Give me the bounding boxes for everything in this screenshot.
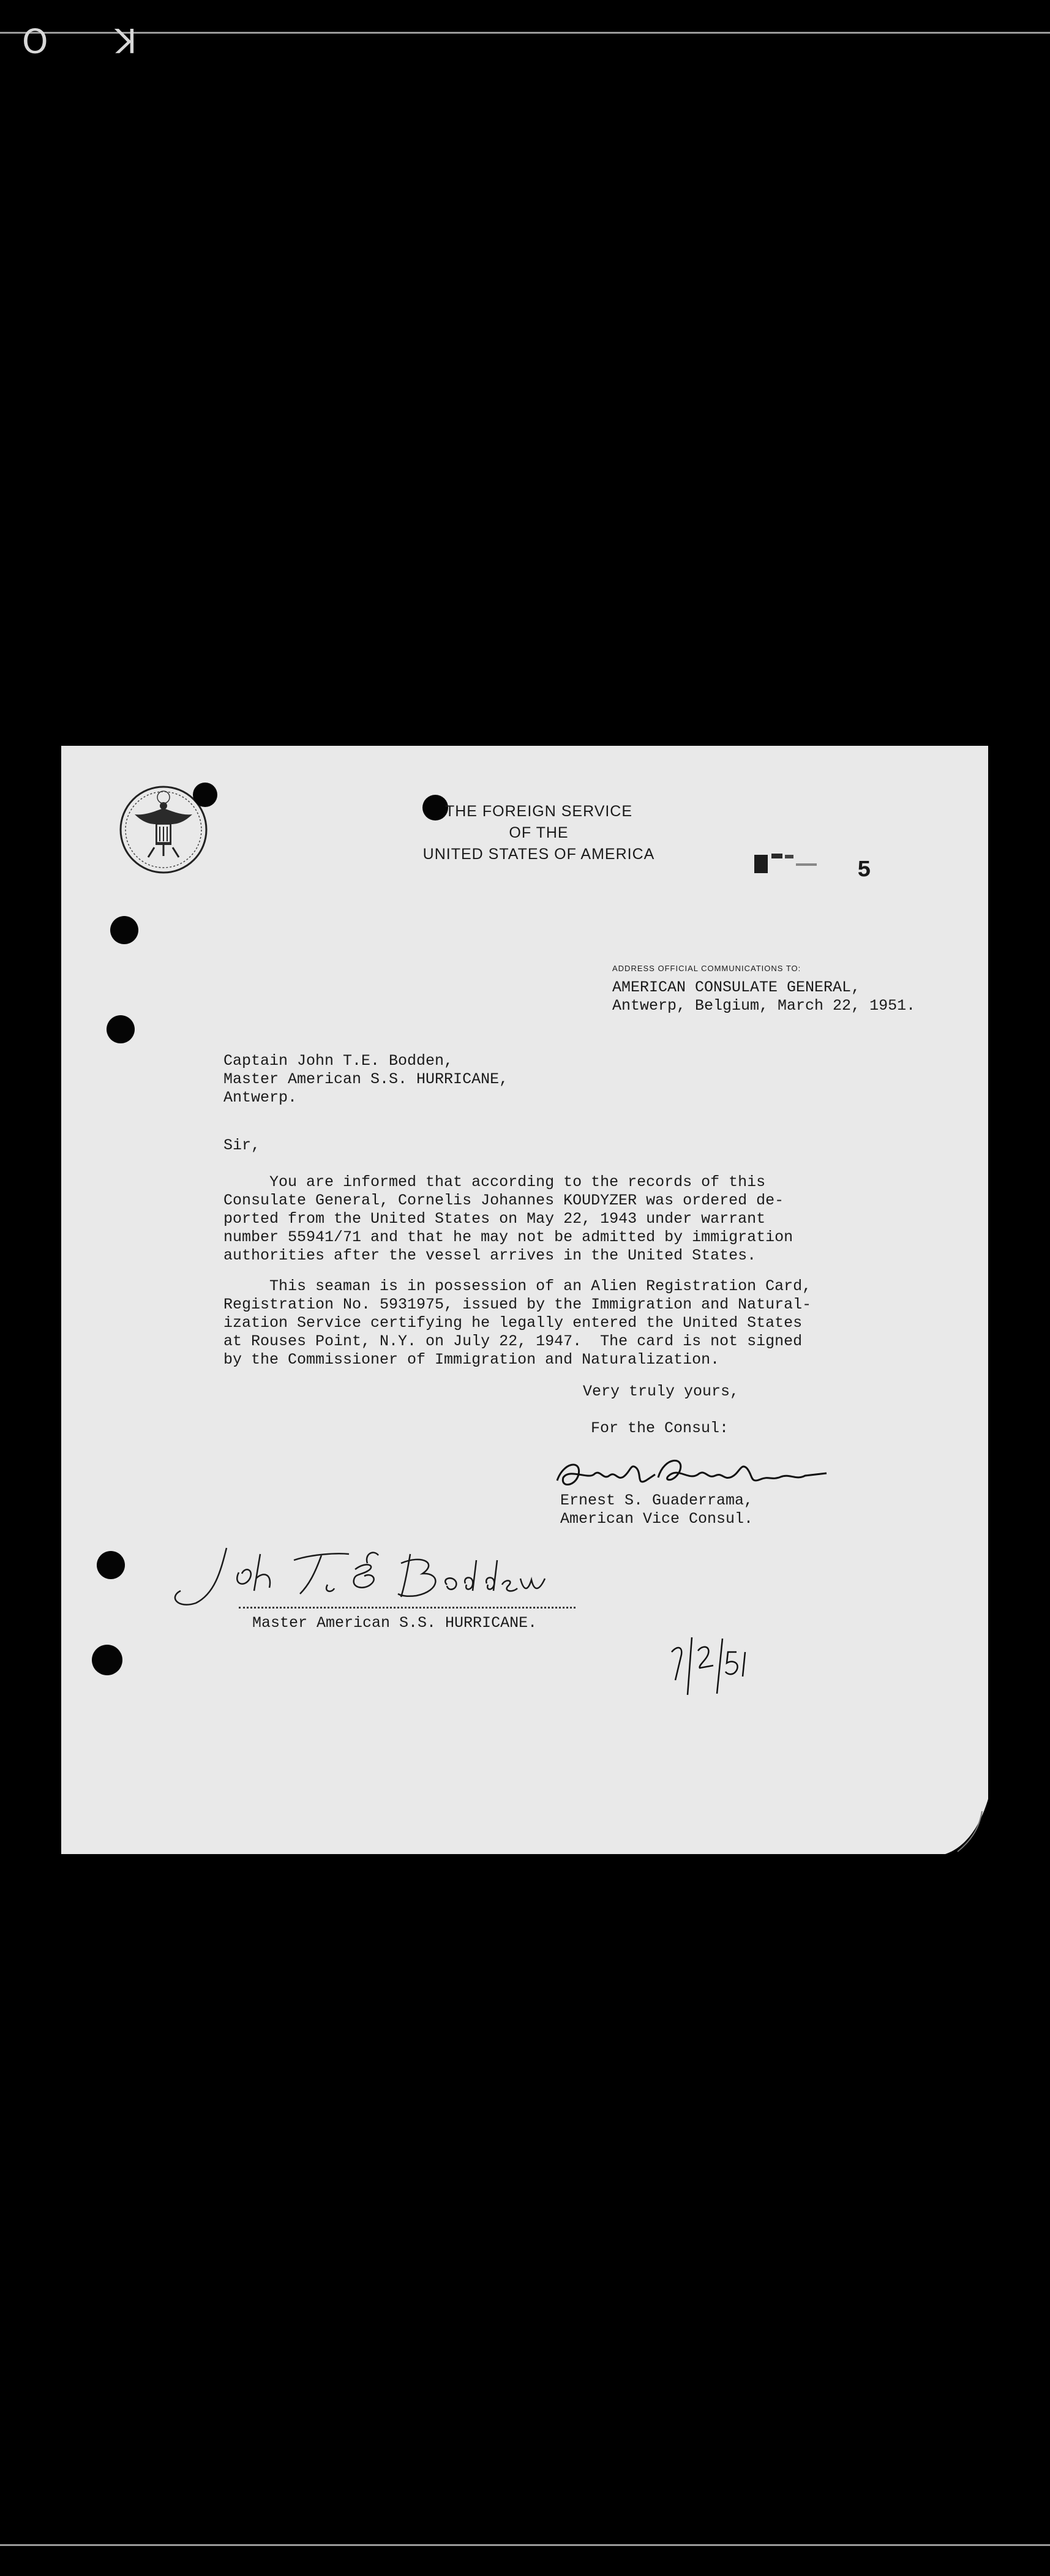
address-line: AMERICAN CONSULATE GENERAL, — [612, 978, 861, 996]
valediction: Very truly yours, — [583, 1383, 740, 1400]
film-mark-left: O — [22, 21, 48, 59]
stamp-smudge — [753, 851, 827, 877]
letterhead-line: OF THE — [509, 824, 569, 841]
for-consul-line: For the Consul: — [591, 1419, 729, 1437]
body-line: Consulate General, Cornelis Johannes KOUDYZER was ordered de- — [223, 1192, 784, 1209]
body-line: by the Commissioner of Immigration and Naturalization. — [223, 1351, 720, 1369]
recipient-block — [223, 1052, 508, 1107]
master-signature — [153, 1536, 582, 1615]
body-paragraph-1 — [223, 1173, 793, 1265]
file-number: 5 — [857, 857, 871, 884]
salutation: Sir, — [223, 1136, 261, 1154]
letterhead-line: THE FOREIGN SERVICE — [444, 803, 633, 820]
address-label: ADDRESS OFFICIAL COMMUNICATIONS TO: — [612, 964, 801, 973]
film-top-rule — [0, 32, 1050, 34]
signature-line — [239, 1607, 576, 1609]
signer-title: American Vice Consul. — [560, 1510, 754, 1528]
consulate-address — [612, 978, 915, 1015]
recipient-line: Captain John T.E. Bodden, — [223, 1052, 454, 1070]
body-line: ported from the United States on May 22, 1943 under warrant — [223, 1210, 766, 1228]
body-line: This seaman is in possession of an Alien Registration Card, — [223, 1277, 812, 1295]
recipient-line: Antwerp. — [223, 1089, 298, 1106]
recipient-line: Master American S.S. HURRICANE, — [223, 1070, 509, 1088]
letter-page — [61, 746, 988, 1854]
body-line: authorities after the vessel arrives in the United States. — [223, 1247, 757, 1264]
punch-hole — [107, 1015, 135, 1043]
body-line: You are informed that according to the records of this — [223, 1173, 766, 1191]
handwritten-date — [664, 1628, 756, 1701]
master-caption: Master American S.S. HURRICANE. — [252, 1614, 538, 1632]
film-bottom-rule — [0, 2544, 1050, 2546]
address-date-line: Antwerp, Belgium, March 22, 1951. — [612, 997, 916, 1015]
body-line: number 55941/71 and that he may not be admitted by immigration — [223, 1228, 793, 1246]
punch-hole — [92, 1645, 122, 1675]
body-line: ization Service certifying he legally entered the United States — [223, 1314, 803, 1332]
letterhead — [404, 801, 673, 865]
body-paragraph-2 — [223, 1277, 811, 1369]
signer-name: Ernest S. Guaderrama, — [560, 1492, 754, 1509]
punch-hole — [110, 916, 138, 944]
punch-hole — [193, 783, 217, 807]
letterhead-line: UNITED STATES OF AMERICA — [422, 846, 655, 863]
punch-hole — [97, 1551, 125, 1579]
body-line: at Rouses Point, N.Y. on July 22, 1947. The card is not signed — [223, 1332, 803, 1350]
body-line: Registration No. 5931975, issued by the Immigration and Natural- — [223, 1296, 812, 1313]
film-mark-right: K — [115, 21, 137, 59]
page-curl — [945, 1799, 988, 1854]
signer-block — [560, 1492, 753, 1528]
